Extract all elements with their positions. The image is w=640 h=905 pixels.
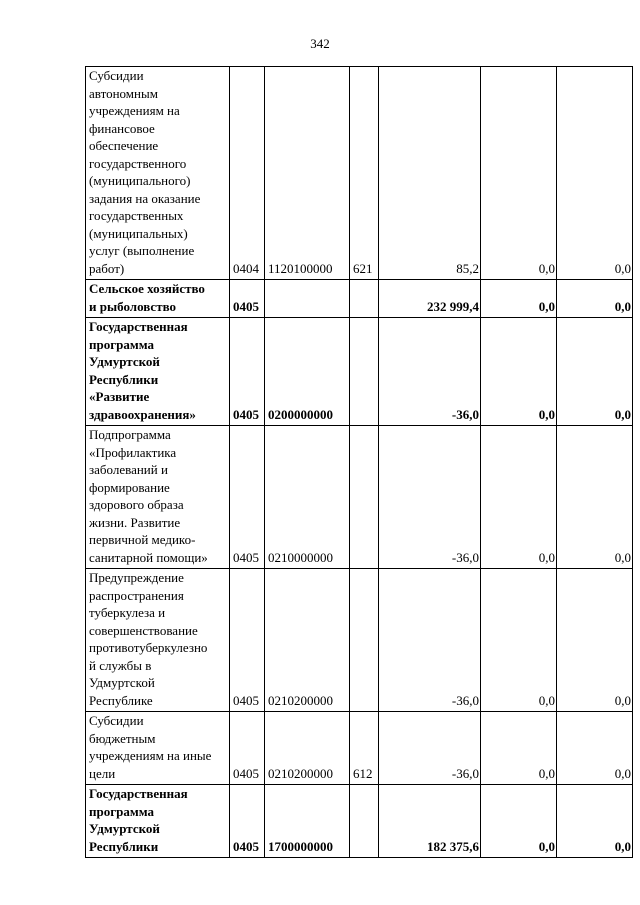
item-name-line: заболеваний и xyxy=(89,462,168,477)
item-name-line: «Профилактика xyxy=(89,444,177,460)
expense-type-code-cell xyxy=(350,569,379,712)
amount-cell-2: 0,0 xyxy=(481,318,557,426)
amount-cell-3: 0,0 xyxy=(557,67,633,280)
item-name-line: работ) xyxy=(89,260,125,276)
item-name-line: Субсидии xyxy=(89,68,144,83)
item-name-line: автономным xyxy=(89,85,158,101)
item-name-line: финансовое xyxy=(89,120,155,136)
table-row xyxy=(86,67,633,280)
amount-cell-1: -36,0 xyxy=(379,569,481,712)
amount-cell-1: -36,0 xyxy=(379,318,481,426)
item-name-line: й службы в xyxy=(89,657,152,673)
item-name-line: Республики xyxy=(89,838,159,854)
section-code-cell: 0404 xyxy=(230,67,265,280)
item-name-line: бюджетным xyxy=(89,730,156,746)
item-name-line: совершенствование xyxy=(89,622,198,638)
item-name-line: формирование xyxy=(89,479,170,495)
item-name-line: (муниципального) xyxy=(89,173,191,188)
item-name-line: санитарной помощи» xyxy=(89,549,208,565)
target-article-code-cell: 0210000000 xyxy=(265,426,350,569)
item-name-line: противотуберкулезно xyxy=(89,640,208,655)
item-name-cell xyxy=(86,569,230,712)
item-name-line: задания на оказание xyxy=(89,190,201,206)
item-name-cell xyxy=(86,785,230,858)
section-code-cell: 0405 xyxy=(230,318,265,426)
budget-table xyxy=(85,66,633,858)
table-row xyxy=(86,785,633,858)
item-name-line: Республике xyxy=(89,692,153,708)
table-row xyxy=(86,426,633,569)
section-code-cell: 0405 xyxy=(230,426,265,569)
item-name-line: Государственная xyxy=(89,786,188,801)
item-name-cell xyxy=(86,426,230,569)
item-name-line: и рыболовство xyxy=(89,298,177,314)
item-name-line: первичной медико- xyxy=(89,532,196,547)
item-name-line: Удмуртской xyxy=(89,821,160,836)
expense-type-code-cell xyxy=(350,426,379,569)
expense-type-code-cell xyxy=(350,318,379,426)
item-name-line: (муниципальных) xyxy=(89,225,188,241)
item-name-line: государственных xyxy=(89,208,184,223)
amount-cell-2: 0,0 xyxy=(481,569,557,712)
target-article-code-cell: 0200000000 xyxy=(265,318,350,426)
item-name-line: здравоохранения» xyxy=(89,406,196,422)
item-name-line: Удмуртской xyxy=(89,354,160,369)
expense-type-code-cell xyxy=(350,785,379,858)
amount-cell-3: 0,0 xyxy=(557,426,633,569)
amount-cell-1: 182 375,6 xyxy=(379,785,481,858)
target-article-code-cell: 0210200000 xyxy=(265,712,350,785)
item-name-line: Государственная xyxy=(89,319,188,334)
item-name-line: программа xyxy=(89,803,154,819)
target-article-code-cell: 0210200000 xyxy=(265,569,350,712)
item-name-cell xyxy=(86,280,230,318)
section-code-cell: 0405 xyxy=(230,785,265,858)
budget-table-body xyxy=(86,67,633,858)
item-name-cell xyxy=(86,318,230,426)
item-name-line: туберкулеза и xyxy=(89,605,166,620)
amount-cell-1: 85,2 xyxy=(379,67,481,280)
table-row xyxy=(86,712,633,785)
expense-type-code-cell xyxy=(350,280,379,318)
section-code-cell: 0405 xyxy=(230,569,265,712)
amount-cell-2: 0,0 xyxy=(481,785,557,858)
item-name-line: государственного xyxy=(89,155,187,171)
item-name-line: здорового образа xyxy=(89,497,184,512)
amount-cell-3: 0,0 xyxy=(557,785,633,858)
item-name-line: Удмуртской xyxy=(89,675,155,690)
item-name-line: Подпрограмма xyxy=(89,427,171,442)
amount-cell-2: 0,0 xyxy=(481,67,557,280)
amount-cell-3: 0,0 xyxy=(557,318,633,426)
item-name-line: обеспечение xyxy=(89,138,159,153)
target-article-code-cell xyxy=(265,280,350,318)
item-name-line: Сельское хозяйство xyxy=(89,281,205,296)
item-name-line: учреждениям на xyxy=(89,103,180,118)
target-article-code-cell: 1120100000 xyxy=(265,67,350,280)
amount-cell-1: -36,0 xyxy=(379,712,481,785)
item-name-cell xyxy=(86,67,230,280)
table-row xyxy=(86,569,633,712)
item-name-line: Республики xyxy=(89,371,159,387)
item-name-line: «Развитие xyxy=(89,389,150,404)
amount-cell-2: 0,0 xyxy=(481,426,557,569)
page-number: 342 xyxy=(310,36,330,51)
target-article-code-cell: 1700000000 xyxy=(265,785,350,858)
table-row xyxy=(86,280,633,318)
expense-type-code-cell: 612 xyxy=(350,712,379,785)
amount-cell-3: 0,0 xyxy=(557,569,633,712)
section-code-cell: 0405 xyxy=(230,280,265,318)
item-name-line: учреждениям на иные xyxy=(89,748,212,763)
amount-cell-1: -36,0 xyxy=(379,426,481,569)
expense-type-code-cell: 621 xyxy=(350,67,379,280)
table-row xyxy=(86,318,633,426)
amount-cell-3: 0,0 xyxy=(557,712,633,785)
item-name-line: программа xyxy=(89,336,154,352)
amount-cell-1: 232 999,4 xyxy=(379,280,481,318)
amount-cell-3: 0,0 xyxy=(557,280,633,318)
section-code-cell: 0405 xyxy=(230,712,265,785)
item-name-line: услуг (выполнение xyxy=(89,243,195,258)
item-name-line: цели xyxy=(89,765,116,781)
item-name-line: жизни. Развитие xyxy=(89,514,181,530)
amount-cell-2: 0,0 xyxy=(481,280,557,318)
item-name-line: Предупреждение xyxy=(89,570,184,585)
item-name-line: Субсидии xyxy=(89,713,144,728)
amount-cell-2: 0,0 xyxy=(481,712,557,785)
item-name-cell xyxy=(86,712,230,785)
item-name-line: распространения xyxy=(89,587,184,603)
